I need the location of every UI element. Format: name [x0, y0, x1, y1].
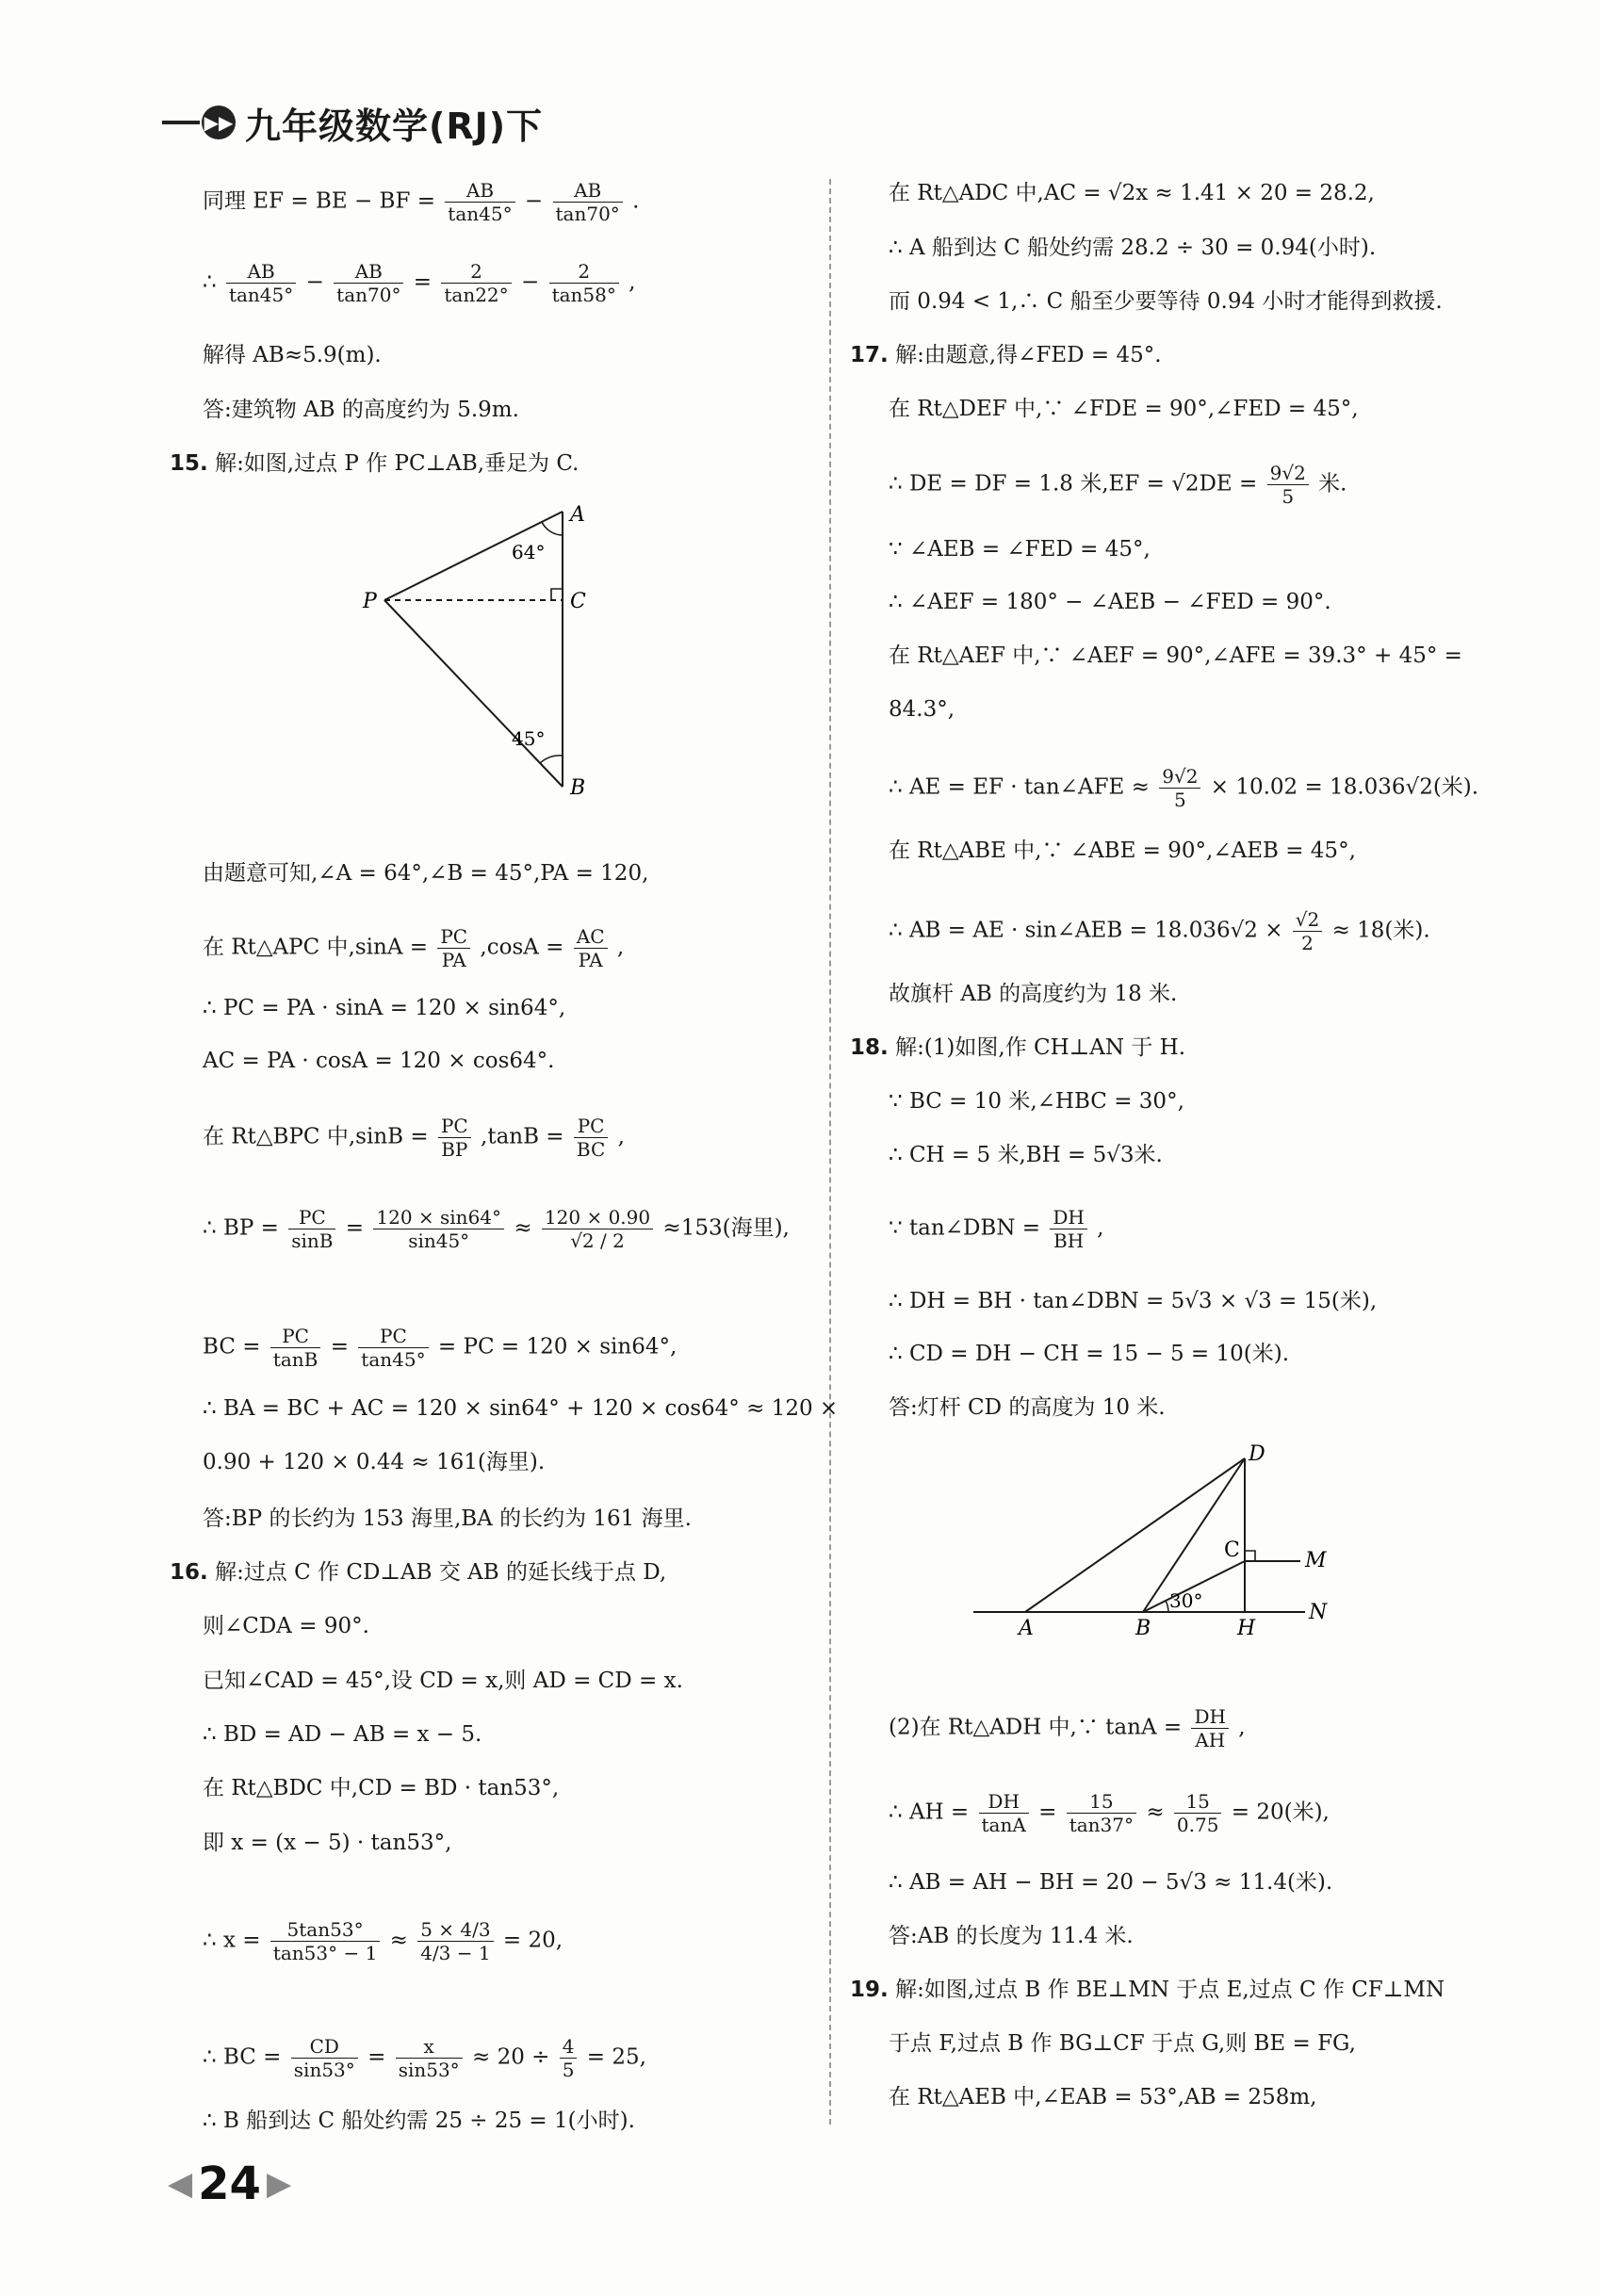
solution-line: 于点 F,过点 B 作 BG⊥CF 于点 G,则 BE = FG,: [889, 2031, 1356, 2056]
segment-ad: [1025, 1458, 1245, 1612]
solution-line: 同理 EF = BE − BF = $\frac{AB}{\tan 45^\circ}$ − $\frac{AB}{\tan 70^\circ}$ .: [203, 179, 640, 225]
solution-line: 在 Rt△BPC 中,sinB = $\frac{PC}{BP}$ ,tanB = $\frac{PC}{BC}$ ,: [203, 1115, 625, 1161]
solution-line: ∴ ∠AEF = 180° − ∠AEB − ∠FED = 90°.: [889, 590, 1331, 614]
problem-17: 17. 解:由题意,得∠FED = 45°.: [850, 343, 1162, 367]
solution-line: (2)在 Rt△ADH 中,∵ tanA = $\frac{DH}{AH}$ ,: [889, 1705, 1246, 1751]
solution-line: ∴ BA = BC + AC = 120 × sin64° + 120 × cos64° ≈ 120 ×: [203, 1396, 839, 1421]
solution-line: AC = PA · cosA = 120 × cos64°.: [203, 1049, 555, 1073]
answer-line: 答:AB 的长度为 11.4 米.: [889, 1924, 1134, 1948]
solution-line: 解得 AB≈5.9(m).: [203, 343, 382, 367]
label-a: A: [1019, 1617, 1034, 1640]
answer-line: 而 0.94 < 1,∴ C 船至少要等待 0.94 小时才能得到救援.: [889, 289, 1443, 314]
problem-16: 16. 解:过点 C 作 CD⊥AB 交 AB 的延长线于点 D,: [170, 1560, 667, 1585]
answer-line: 答:建筑物 AB 的高度约为 5.9m.: [203, 398, 519, 422]
solution-line: ∴ B 船到达 C 船处约需 25 ÷ 25 = 1(小时).: [203, 2109, 635, 2133]
figure-18: [973, 1441, 1328, 1640]
solution-line: 84.3°,: [889, 697, 955, 722]
label-b: B: [1135, 1617, 1151, 1640]
solution-line: 则∠CDA = 90°.: [203, 1614, 369, 1638]
fast-forward-icon: ▶▶: [202, 106, 236, 139]
label-n: N: [1309, 1601, 1328, 1624]
solution-line: 即 x = (x − 5) · tan53°,: [203, 1831, 452, 1855]
column-divider: [829, 179, 831, 2125]
label-b: B: [570, 776, 586, 800]
header-rule: [162, 121, 200, 124]
solution-line: ∴ DH = BH · tan∠DBN = 5√3 × √3 = 15(米),: [889, 1289, 1378, 1313]
solution-line: ∴ x = $\frac{5\tan 53^\circ}{\tan 53^\circ - 1}$ ≈ $\frac{5 \times 4/3}{4/3 - 1}$ = 20,: [203, 1918, 563, 1964]
page-number-text: 24: [198, 2158, 261, 2210]
solution-line: 已知∠CAD = 45°,设 CD = x,则 AD = CD = x.: [203, 1669, 683, 1693]
label-d: D: [1249, 1442, 1265, 1466]
solution-line: BC = $\frac{PC}{\tan B}$ = $\frac{PC}{\tan 45^\circ}$ = PC = 120 × sin64°,: [203, 1325, 678, 1371]
solution-line: 在 Rt△AEF 中,∵ ∠AEF = 90°,∠AFE = 39.3° + 45° =: [889, 643, 1462, 668]
solution-line: ∴ CH = 5 米,BH = 5√3米.: [889, 1143, 1163, 1167]
left-triangle-icon: ◀: [168, 2165, 193, 2203]
angle-a-label: 64°: [512, 541, 546, 563]
solution-line: ∵ BC = 10 米,∠HBC = 30°,: [889, 1089, 1184, 1114]
solution-line: ∴ PC = PA · sinA = 120 × sin64°,: [203, 996, 566, 1020]
solution-line: ∴ BP = $\frac{PC}{\sin B}$ = $\frac{120 \times \sin 64^\circ}{\sin 45^\circ}$ ≈ $\frac{120 \times 0.90}{√2 / 2}$ ≈153(海里),: [203, 1206, 790, 1252]
solution-line: ∴ AB = AH − BH = 20 − 5√3 ≈ 11.4(米).: [889, 1870, 1333, 1895]
solution-line: ∴ BD = AD − AB = x − 5.: [203, 1722, 482, 1747]
problem-18: 18. 解:(1)如图,作 CH⊥AN 于 H.: [850, 1035, 1186, 1060]
segment-pb: [384, 600, 563, 787]
solution-line: 在 Rt△AEB 中,∠EAB = 53°,AB = 258m,: [889, 2085, 1317, 2109]
right-angle-mark: [551, 589, 563, 600]
angle-arc-b: [540, 756, 563, 763]
answer-line: 答:灯杆 CD 的高度为 10 米.: [889, 1395, 1166, 1420]
solution-line: ∴ BC = $\frac{CD}{\sin 53^\circ}$ = $\frac{x}{\sin 53^\circ}$ ≈ 20 ÷ $\frac{4}{5}$ = 25,: [203, 2035, 646, 2081]
label-a: A: [570, 503, 585, 527]
solution-line: 0.90 + 120 × 0.44 ≈ 161(海里).: [203, 1450, 546, 1474]
solution-line: 由题意可知,∠A = 64°,∠B = 45°,PA = 120,: [203, 861, 649, 886]
solution-line: ∴ CD = DH − CH = 15 − 5 = 10(米).: [889, 1342, 1290, 1366]
page-number: [168, 2158, 291, 2210]
solution-line: ∴ DE = DF = 1.8 米,EF = √2DE = $\frac{9√2}{5}$ 米.: [889, 462, 1347, 508]
problem-15: 15. 解:如图,过点 P 作 PC⊥AB,垂足为 C.: [170, 451, 580, 476]
answer-line: 答:BP 的长约为 153 海里,BA 的长约为 161 海里.: [203, 1506, 692, 1531]
page-header: [162, 94, 543, 151]
solution-line: ∵ ∠AEB = ∠FED = 45°,: [889, 537, 1151, 562]
book-title: 九年级数学(RJ)下: [245, 105, 544, 147]
angle-arc-30: [1166, 1601, 1168, 1612]
right-angle-mark: [1245, 1551, 1255, 1561]
solution-line: ∴ AE = EF · tan∠AFE ≈ $\frac{9√2}{5}$ × 10.02 = 18.036√2(米).: [889, 765, 1479, 811]
figure-15: [363, 495, 645, 806]
solution-line: 在 Rt△ADC 中,AC = √2x ≈ 1.41 × 20 = 28.2,: [889, 181, 1375, 205]
label-p: P: [363, 590, 377, 613]
solution-line: ∴ $\frac{AB}{\tan 45^\circ}$ − $\frac{AB}{\tan 70^\circ}$ = $\frac{2}{\tan 22^\circ}$ − $\frac{2}{\tan 58^\circ}$ ,: [203, 260, 636, 306]
angle-b-label: 45°: [512, 727, 546, 750]
right-triangle-icon: ▶: [266, 2165, 292, 2203]
solution-line: ∴ AH = $\frac{DH}{\tan A}$ = $\frac{15}{\tan 37^\circ}$ ≈ $\frac{15}{0.75}$ = 20(米),: [889, 1790, 1330, 1836]
answer-line: 故旗杆 AB 的高度约为 18 米.: [889, 982, 1178, 1006]
solution-line: 在 Rt△ABE 中,∵ ∠ABE = 90°,∠AEB = 45°,: [889, 839, 1356, 863]
angle-label-30: 30°: [1169, 1589, 1203, 1612]
label-m: M: [1305, 1549, 1327, 1572]
problem-19: 19. 解:如图,过点 B 作 BE⊥MN 于点 E,过点 C 作 CF⊥MN: [850, 1978, 1445, 2002]
solution-line: ∴ AB = AE · sin∠AEB = 18.036√2 × $\frac{√2}{2}$ ≈ 18(米).: [889, 908, 1430, 954]
solution-line: 在 Rt△DEF 中,∵ ∠FDE = 90°,∠FED = 45°,: [889, 397, 1359, 421]
label-h: H: [1237, 1617, 1256, 1640]
solution-line: ∵ tan∠DBN = $\frac{DH}{BH}$ ,: [889, 1206, 1104, 1252]
angle-arc-a: [542, 522, 563, 535]
solution-line: 在 Rt△APC 中,sinA = $\frac{PC}{PA}$ ,cosA = $\frac{AC}{PA}$ ,: [203, 925, 625, 971]
label-c: C: [1224, 1539, 1240, 1562]
solution-line: ∴ A 船到达 C 船处约需 28.2 ÷ 30 = 0.94(小时).: [889, 236, 1377, 260]
label-c: C: [570, 590, 586, 613]
solution-line: 在 Rt△BDC 中,CD = BD · tan53°,: [203, 1776, 560, 1800]
